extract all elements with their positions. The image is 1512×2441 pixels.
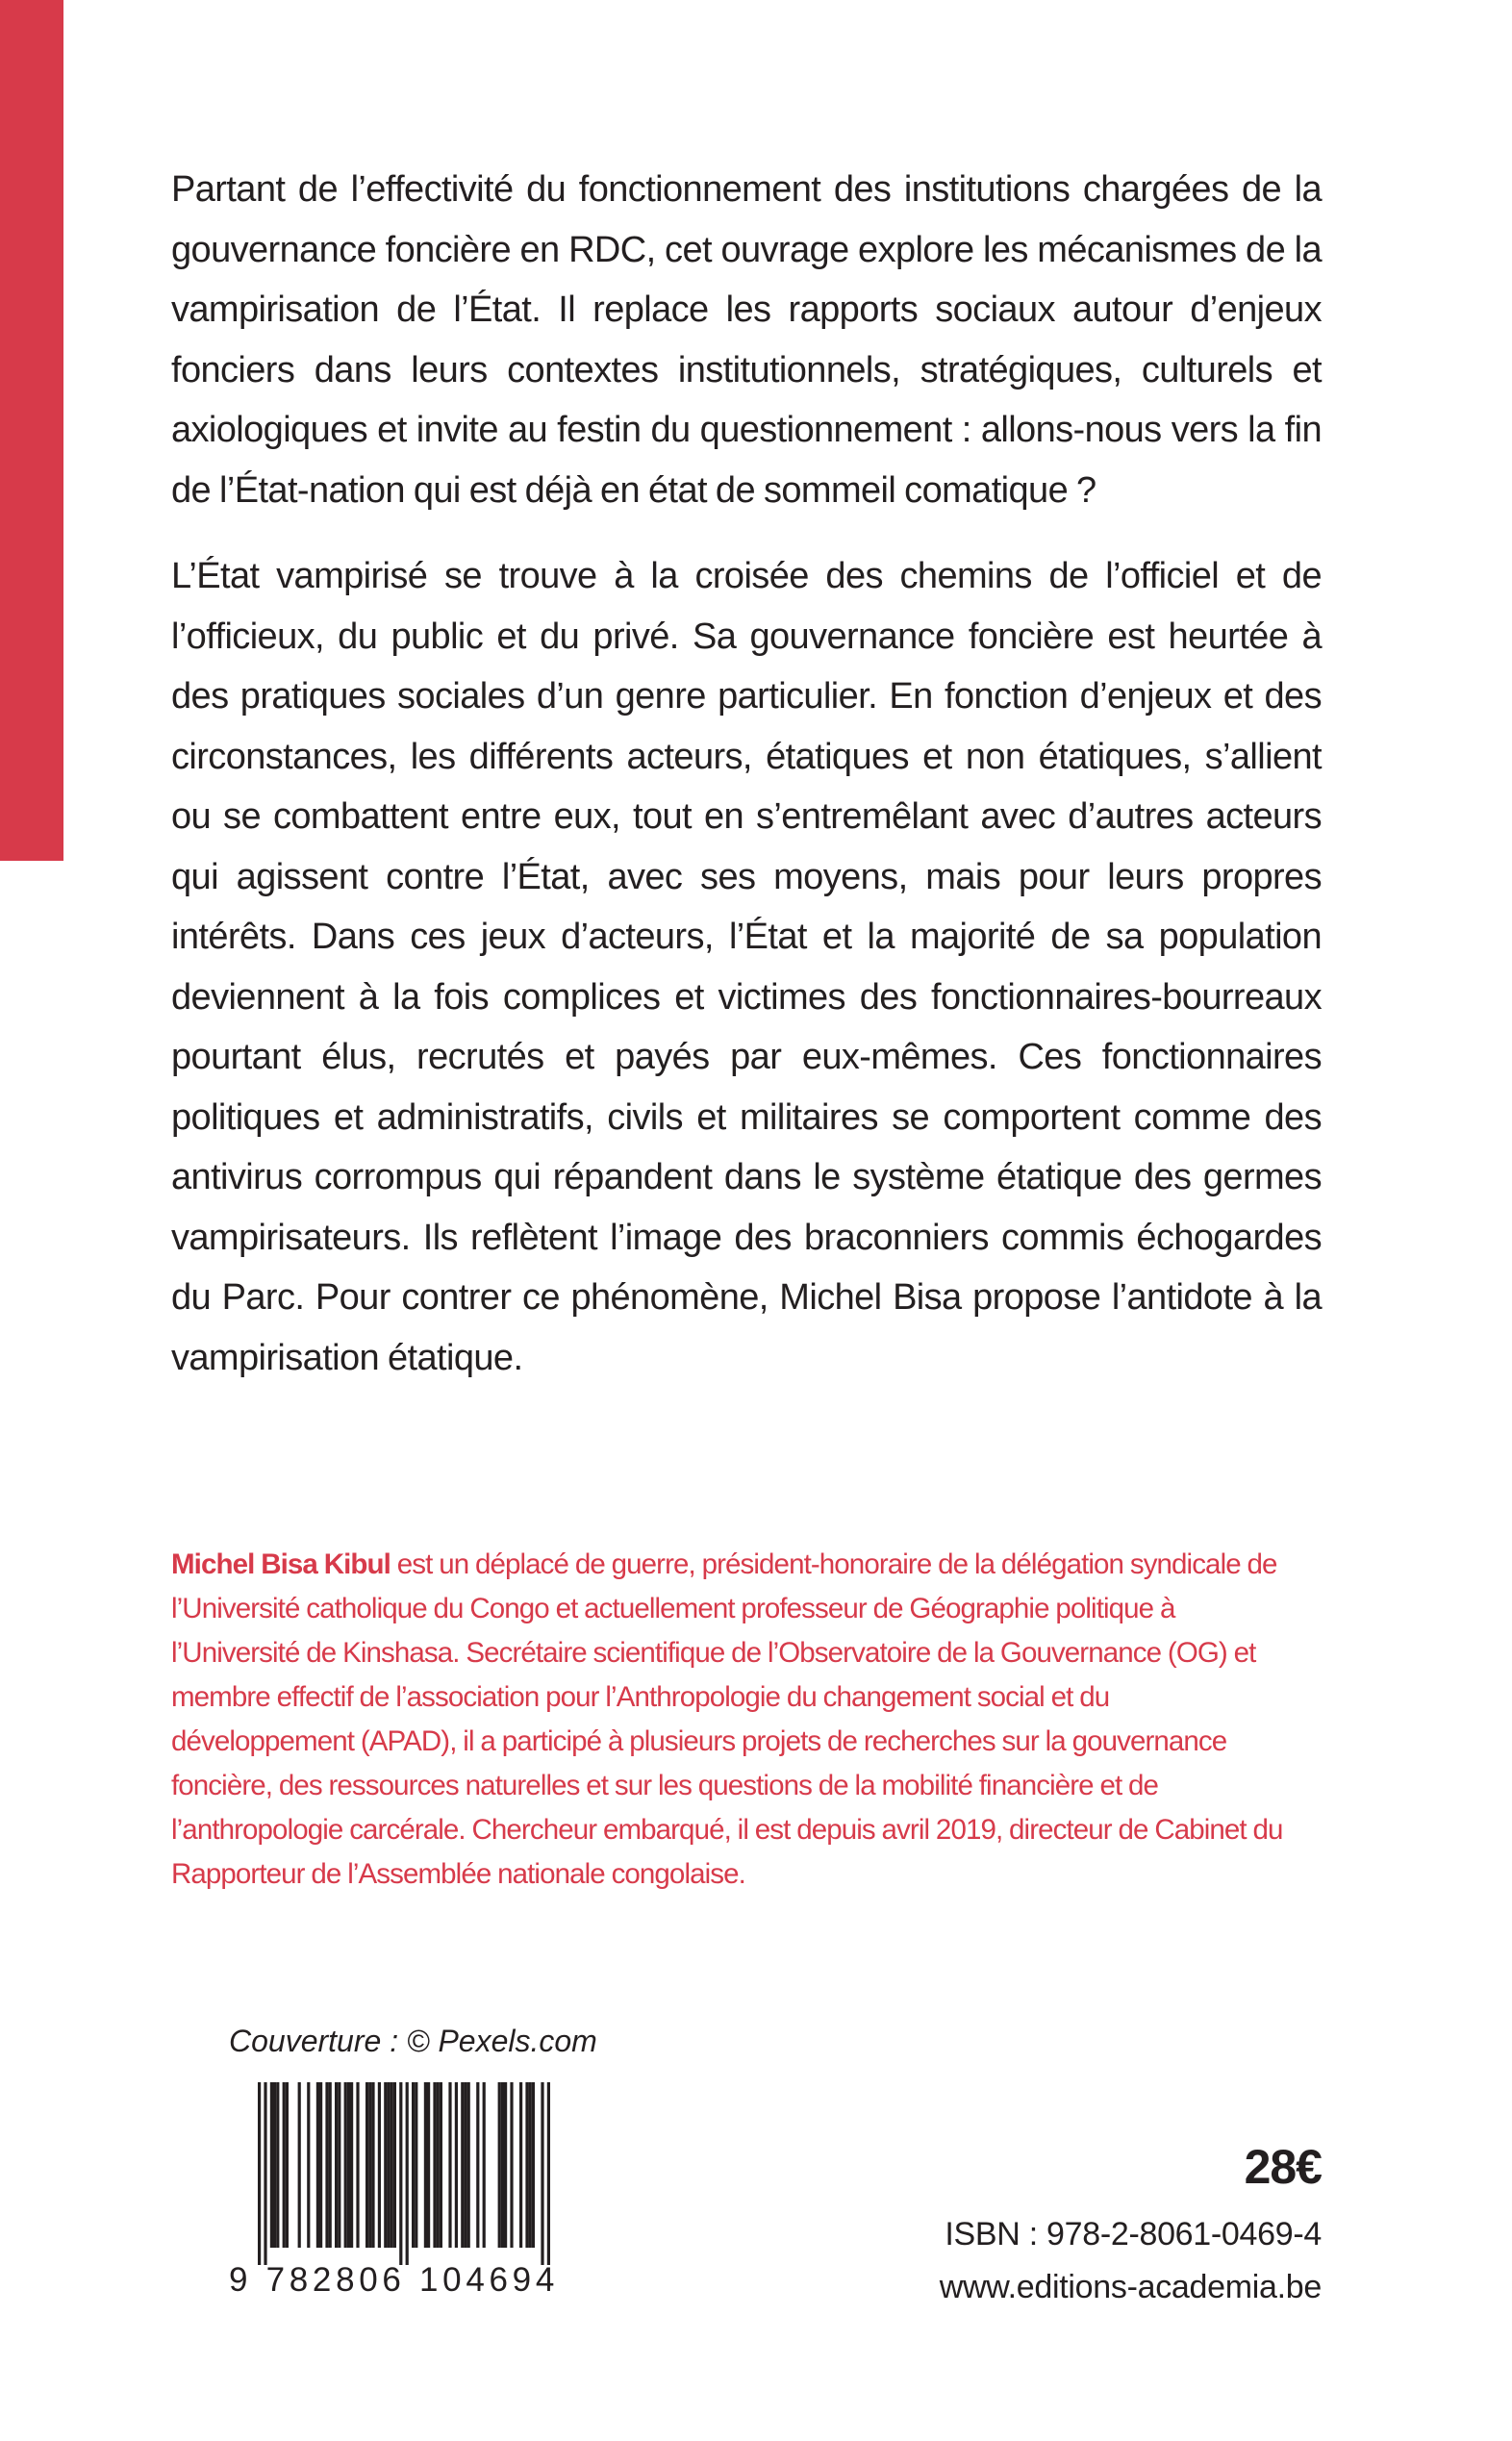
barcode-bar <box>393 2082 396 2248</box>
author-bio <box>171 1543 1287 1897</box>
isbn-barcode <box>229 2082 587 2299</box>
barcode-bar <box>532 2082 535 2248</box>
barcode-bar <box>541 2082 543 2265</box>
barcode-bar <box>258 2082 261 2265</box>
barcode-bar <box>307 2082 310 2248</box>
price: 28€ <box>1244 2140 1322 2194</box>
barcode-bar <box>286 2082 289 2248</box>
barcode-bar <box>329 2082 332 2248</box>
barcode-bar <box>325 2082 328 2248</box>
barcode-bar <box>427 2082 430 2248</box>
barcode-bar <box>467 2082 470 2248</box>
barcode-bar <box>391 2082 393 2248</box>
barcode-bar <box>399 2082 402 2265</box>
barcode-bar <box>519 2082 522 2248</box>
barcode-bar <box>406 2082 409 2265</box>
barcode-bar <box>529 2082 532 2248</box>
barcode-bar <box>504 2082 507 2248</box>
barcode-bar <box>498 2082 501 2248</box>
barcode-bar <box>415 2082 417 2248</box>
barcode-bar <box>270 2082 273 2248</box>
author-name: Michel Bisa Kibul <box>171 1548 391 1580</box>
cover-credit: Couverture : © Pexels.com <box>229 2024 597 2058</box>
barcode-bar <box>547 2082 550 2265</box>
barcode-bar <box>440 2082 442 2248</box>
barcode-digits: 9 782806 104694 <box>229 2261 559 2299</box>
barcode-bar <box>335 2082 338 2248</box>
red-accent-stripe <box>0 0 63 861</box>
barcode-bar <box>384 2082 387 2248</box>
barcode-bar <box>316 2082 319 2248</box>
barcode-bar <box>424 2082 427 2248</box>
barcode-bar <box>461 2082 464 2248</box>
barcode-bars <box>229 2082 587 2265</box>
barcode-bar <box>464 2082 466 2248</box>
barcode-bar <box>433 2082 436 2248</box>
barcode-bar <box>510 2082 513 2248</box>
barcode-bar <box>273 2082 276 2248</box>
barcode-bar <box>283 2082 286 2248</box>
barcode-bar <box>276 2082 279 2248</box>
barcode-bar <box>387 2082 390 2248</box>
barcode-bar <box>264 2082 266 2265</box>
publisher-website[interactable]: www.editions-academia.be <box>939 2269 1322 2305</box>
barcode-bar <box>525 2082 528 2248</box>
blurb-paragraph-2: L’État vampirisé se trouve à la croisée des chemins de l’officiel et de l’officieux, du public et du privé. Sa gouvernance foncière est heurtée à des pratiques sociales d’un genre particulier. En fonction d’enjeux et des circonstances, les différents acteurs, étatiques et non étatiques, s’allient ou se combattent entre eux, tout en s’entremêlant avec d’autres acteurs qui agissent contre l’État, avec ses moyens, mais pour leurs propres intérêts. Dans ces jeux d’acteurs, l’État et la majorité de sa population deviennent à la fois complices et victimes des fonctionnaires-bourreaux pourtant élus, recrutés et payés par eux-mêmes. Ces fonctionnaires politiques et administratifs, civils et militaires se comportent comme des antivirus corrompus qui répandent dans le système étatique des germes vampirisateurs. Ils reflètent l’image des braconniers commis échogardes du Parc. Pour contrer ce phénomène, Michel Bisa propose l’antidote à la vampirisation étatique. <box>171 556 1322 1378</box>
barcode-bar <box>344 2082 347 2248</box>
barcode-bar <box>437 2082 440 2248</box>
barcode-bar <box>368 2082 371 2248</box>
blurb-paragraph-1: Partant de l’effectivité du fonctionnement des institutions chargées de la gouvernance foncière en RDC, cet ouvrage explore les mécanismes de la vampirisation de l’État. Il replace les rapports sociaux autour d’enjeux fonciers dans leurs contextes institutionnels, stratégiques, culturels et axiologiques et invite au festin du questionnement : allons-nous vers la fin de l’État-nation qui est déjà en état de sommeil comatique ? <box>171 169 1322 511</box>
barcode-bar <box>338 2082 340 2248</box>
isbn-number: ISBN : 978-2-8061-0469-4 <box>945 2216 1322 2252</box>
barcode-bar <box>412 2082 415 2248</box>
barcode-bar <box>501 2082 504 2248</box>
barcode-bar <box>350 2082 353 2248</box>
barcode-bar <box>371 2082 374 2248</box>
barcode-bar <box>356 2082 359 2248</box>
barcode-bar <box>319 2082 322 2248</box>
author-bio-text: est un déplacé de guerre, président-honoraire de la délégation syndicale de l’Université catholique du Congo et actuellement professeur de Géographie politique à l’Université de Kinshasa. Secrétaire scientifique de l’Observatoire de la Gouvernance (OG) et membre effectif de l’association pour l’Anthropologie du changement social et du développement (APAD), il a participé à plusieurs projets de recherches sur la gouvernance foncière, des ressources naturelles et sur les questions de la mobilité financière et de l’anthropologie carcérale. Chercheur embarqué, il est depuis avril 2019, directeur de Cabinet du Rapporteur de l’Assemblée nationale congolaise. <box>171 1548 1283 1890</box>
barcode-bar <box>378 2082 381 2248</box>
barcode-bar <box>298 2082 301 2248</box>
back-cover-blurb <box>171 160 1322 1388</box>
barcode-bar <box>347 2082 350 2248</box>
barcode-bar <box>483 2082 486 2248</box>
barcode-bar <box>455 2082 458 2248</box>
barcode-bar <box>365 2082 368 2248</box>
barcode-bar <box>448 2082 451 2248</box>
barcode-bar <box>476 2082 479 2248</box>
